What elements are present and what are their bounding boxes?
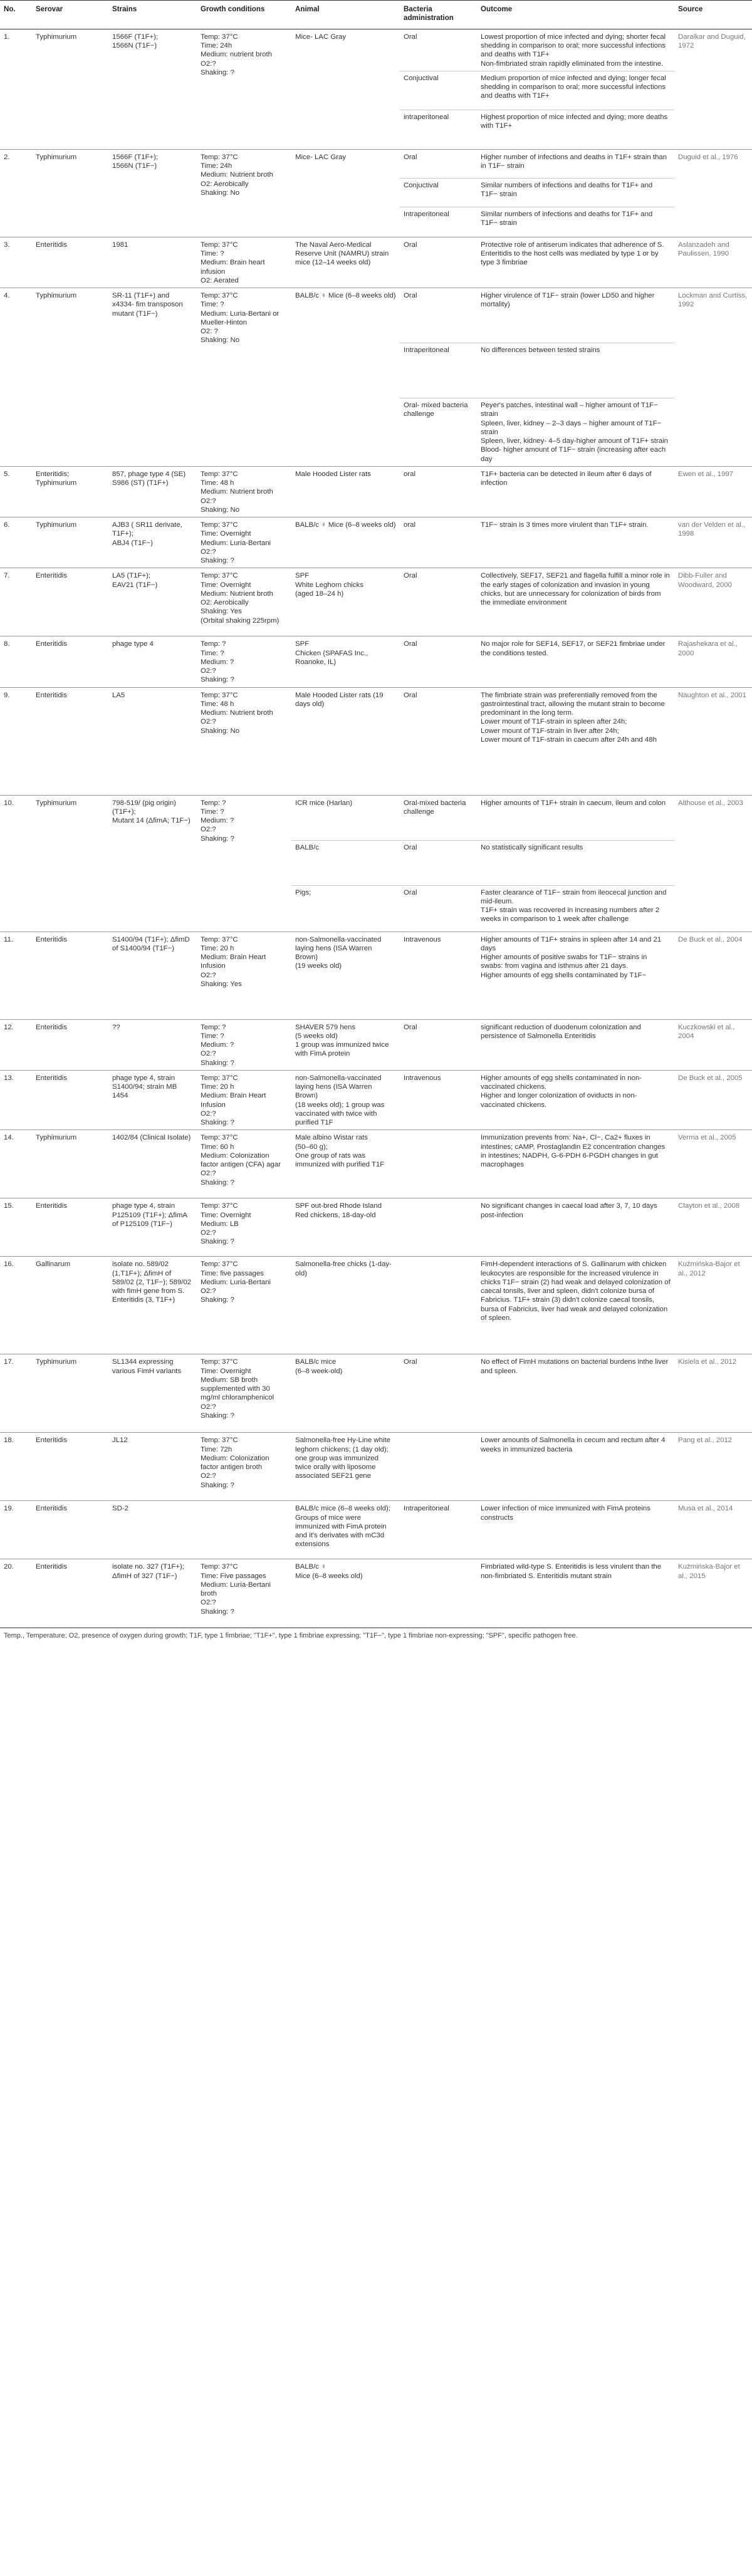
strains-cell: 1566F (T1F+); 1566N (T1F−)	[108, 29, 197, 149]
administration-cell: Oral	[400, 840, 477, 885]
outcome-cell: Higher amounts of egg shells contaminated in non-vaccinated chickens. Higher and longer colonization of oviducts in non-vaccinated chickens.	[477, 1070, 674, 1130]
serovar-cell: Enteritidis	[32, 568, 108, 636]
strains-cell: phage type 4	[108, 636, 197, 687]
animal-cell: BALB/c ♀ Mice (6–8 weeks old)	[291, 1559, 400, 1628]
animal-cell: non-Salmonella-vaccinated laying hens (ISA Warren Brown) (19 weeks old)	[291, 932, 400, 1019]
serovar-cell: Typhimurium	[32, 795, 108, 932]
row-number: 6.	[0, 517, 32, 568]
animal-cell: Pigs;	[291, 885, 400, 932]
growth-conditions-cell: Temp: ? Time: ? Medium: ? O2:? Shaking: ?	[197, 636, 291, 687]
row-number: 11.	[0, 932, 32, 1019]
outcome-cell: Collectively, SEF17, SEF21 and flagella fulfill a minor role in the early stages of colonization and invasion in young chicks, but are unnecessary for colonization of birds from the immediate environment	[477, 568, 674, 636]
outcome-cell: No effect of FimH mutations on bacterial burdens inthe liver and spleen.	[477, 1354, 674, 1433]
table-row	[0, 1501, 752, 1559]
row-number: 7.	[0, 568, 32, 636]
source-cell: Naughton et al., 2001	[674, 687, 752, 795]
row-number: 8.	[0, 636, 32, 687]
serovar-cell: Enteritidis	[32, 1559, 108, 1628]
outcome-cell: T1F+ bacteria can be detected in ileum after 6 days of infection	[477, 466, 674, 517]
serovar-cell: Enteritidis	[32, 1198, 108, 1257]
header-source: Source	[674, 1, 752, 29]
administration-cell: Oral-mixed bacteria challenge	[400, 795, 477, 840]
outcome-cell: Similar numbers of infections and deaths for T1F+ and T1F− strain	[477, 207, 674, 237]
growth-conditions-cell: Temp: 37°C Time: 48 h Medium: Nutrient broth O2:? Shaking: No	[197, 466, 291, 517]
administration-cell	[400, 1257, 477, 1354]
administration-cell: Oral	[400, 29, 477, 71]
serovar-cell: Typhimurium	[32, 29, 108, 149]
administration-cell: Intraperitoneal	[400, 207, 477, 237]
strains-cell: SR-11 (T1F+) and x4334- fim transposon mutant (T1F−)	[108, 288, 197, 467]
row-number: 9.	[0, 687, 32, 795]
header-strains: Strains	[108, 1, 197, 29]
row-number: 10.	[0, 795, 32, 932]
table-row	[0, 1354, 752, 1433]
serovar-cell: Typhimurium	[32, 1130, 108, 1198]
source-cell: Ewen et al., 1997	[674, 466, 752, 517]
source-cell: Duguid et al., 1976	[674, 149, 752, 237]
growth-conditions-cell: Temp: 37°C Time: 24h Medium: Nutrient broth O2: Aerobically Shaking: No	[197, 149, 291, 237]
serovar-cell: Enteritidis	[32, 1019, 108, 1070]
source-cell: De Buck et al., 2005	[674, 1070, 752, 1130]
row-number: 3.	[0, 237, 32, 288]
strains-cell: 1981	[108, 237, 197, 288]
outcome-cell: Higher virulence of T1F− strain (lower LD50 and higher mortality)	[477, 288, 674, 343]
source-cell: Kuczkowski et al., 2004	[674, 1019, 752, 1070]
table-row	[0, 568, 752, 636]
growth-conditions-cell: Temp: 37°C Time: Overnight Medium: LB O2:? Shaking: ?	[197, 1198, 291, 1257]
animal-cell: BALB/c	[291, 840, 400, 885]
administration-cell: Oral	[400, 288, 477, 343]
source-cell: Kuźmińska-Bajor et al., 2015	[674, 1559, 752, 1628]
source-cell: Musa et al., 2014	[674, 1501, 752, 1559]
growth-conditions-cell: Temp: 37°C Time: ? Medium: Brain heart infusion O2: Aerated	[197, 237, 291, 288]
outcome-cell: Immunization prevents from: Na+, Cl−, Ca2+ fluxes in intestines; cAMP, Prostaglandin E2 concentration changes in intestines; NADPH, G-6-PDH 6-PGDH changes in gut macrophages	[477, 1130, 674, 1198]
animal-cell: non-Salmonella-vaccinated laying hens (ISA Warren Brown) (18 weeks old); 1 group was vaccinated with twice with purified T1F	[291, 1070, 400, 1130]
growth-conditions-cell: Temp: 37°C Time: five passages Medium: Luria-Bertani O2:? Shaking: ?	[197, 1257, 291, 1354]
serovar-cell: Typhimurium	[32, 288, 108, 467]
table-body	[0, 29, 752, 1628]
table-row	[0, 1433, 752, 1501]
growth-conditions-cell: Temp: 37°C Time: 72h Medium: Colonization factor antigen broth O2:? Shaking: ?	[197, 1433, 291, 1501]
serovar-cell: Enteritidis	[32, 636, 108, 687]
strains-cell: phage type 4, strain P125109 (T1F+); ΔfimA of P125109 (T1F−)	[108, 1198, 197, 1257]
outcome-cell: Highest proportion of mice infected and dying; more deaths with T1F+	[477, 110, 674, 149]
table-row	[0, 237, 752, 288]
administration-cell: Oral	[400, 149, 477, 178]
row-number: 18.	[0, 1433, 32, 1501]
animal-cell: Male albino Wistar rats (50–60 g); One group of rats was immunized with purified T1F	[291, 1130, 400, 1198]
source-cell: Aslanzadeh and Paulissen, 1990	[674, 237, 752, 288]
animal-cell: BALB/c ♀ Mice (6–8 weeks old)	[291, 288, 400, 467]
header-growth-conditions: Growth conditions	[197, 1, 291, 29]
row-number: 1.	[0, 29, 32, 149]
table-row	[0, 1198, 752, 1257]
outcome-cell: T1F− strain is 3 times more virulent than T1F+ strain.	[477, 517, 674, 568]
animal-cell: Mice- LAC Gray	[291, 149, 400, 237]
growth-conditions-cell: Temp: 37°C Time: ? Medium: Luria-Bertani or Mueller-Hinton O2: ? Shaking: No	[197, 288, 291, 467]
animal-cell: Salmonella-free Hy-Line white leghorn chickens; (1 day old); one group was immunized twice orally with liposome associated SEF21 gene	[291, 1433, 400, 1501]
row-number: 5.	[0, 466, 32, 517]
growth-conditions-cell: Temp: 37°C Time: 20 h Medium: Brain Heart Infusion O2:? Shaking: Yes	[197, 932, 291, 1019]
source-cell: Rajashekara et al., 2000	[674, 636, 752, 687]
row-number: 15.	[0, 1198, 32, 1257]
administration-cell: oral	[400, 517, 477, 568]
strains-cell: isolate no. 589/02 (1,T1F+); ΔfimH of 589/02 (2, T1F−); 589/02 with fimH gene from S. Enteritidis (3, T1F+)	[108, 1257, 197, 1354]
administration-cell: Intravenous	[400, 1070, 477, 1130]
animal-cell: SPF out-bred Rhode Island Red chickens, 18-day-old	[291, 1198, 400, 1257]
strains-cell: 1402/84 (Clinical Isolate)	[108, 1130, 197, 1198]
strains-cell: LA5	[108, 687, 197, 795]
table-row	[0, 517, 752, 568]
strains-cell: SL1344 expressing various FimH variants	[108, 1354, 197, 1433]
outcome-cell: Fimbriated wild-type S. Enteritidis is less virulent than the non-fimbriated S. Enteritidis mutant strain	[477, 1559, 674, 1628]
administration-cell: Intraperitoneal	[400, 343, 477, 398]
outcome-cell: The fimbriate strain was preferentially removed from the gastrointestinal tract, allowing the mutant strain to become predominant in the long term. Lower mount of T1F-strain in spleen after 24h; Lower mount of T1F-strain in liver after 24h; Lower mount of T1F-strain in caecum after 24h and 48h	[477, 687, 674, 795]
growth-conditions-cell: Temp: 37°C Time: 20 h Medium: Brain Heart Infusion O2:? Shaking: ?	[197, 1070, 291, 1130]
serovar-cell: Enteritidis	[32, 932, 108, 1019]
animal-cell: BALB/c mice (6–8 week-old)	[291, 1354, 400, 1433]
growth-conditions-cell: Temp: 37°C Time: 24h Medium: nutrient broth O2:? Shaking: ?	[197, 29, 291, 149]
animal-cell: The Naval Aero-Medical Reserve Unit (NAMRU) strain mice (12–14 weeks old)	[291, 237, 400, 288]
table-row	[0, 795, 752, 840]
growth-conditions-cell: Temp: 37°C Time: 48 h Medium: Nutrient broth O2:? Shaking: No	[197, 687, 291, 795]
header-bacteria-administration: Bacteria administration	[400, 1, 477, 29]
table-row	[0, 288, 752, 343]
animal-cell: Salmonella-free chicks (1-day-old)	[291, 1257, 400, 1354]
row-number: 13.	[0, 1070, 32, 1130]
outcome-cell: significant reduction of duodenum colonization and persistence of Salmonella Enteritidis	[477, 1019, 674, 1070]
administration-cell: Oral	[400, 237, 477, 288]
administration-cell	[400, 1130, 477, 1198]
table-row	[0, 1130, 752, 1198]
administration-cell: Oral	[400, 1019, 477, 1070]
administration-cell: Conjuctival	[400, 71, 477, 110]
growth-conditions-cell: Temp: 37°C Time: 60 h Medium: Colonization factor antigen (CFA) agar O2:? Shaking: ?	[197, 1130, 291, 1198]
table-footnote: Temp., Temperature; O2, presence of oxygen during growth; T1F, type 1 fimbriae; "T1F+", type 1 fimbriae expressing; "T1F−", type 1 fimbriae non-expressing; "SPF", specific pathogen free.	[0, 1628, 752, 1643]
table-row	[0, 29, 752, 71]
administration-cell: Oral	[400, 636, 477, 687]
source-cell: van der Velden et al., 1998	[674, 517, 752, 568]
header-outcome: Outcome	[477, 1, 674, 29]
animal-cell: ICR mice (Harlan)	[291, 795, 400, 840]
header-serovar: Serovar	[32, 1, 108, 29]
source-cell: Althouse et al., 2003	[674, 795, 752, 932]
administration-cell: Oral- mixed bacteria challenge	[400, 398, 477, 467]
serovar-cell: Enteritidis	[32, 1070, 108, 1130]
header-no: No.	[0, 1, 32, 29]
row-number: 2.	[0, 149, 32, 237]
source-cell: Clayton et al., 2008	[674, 1198, 752, 1257]
table-row	[0, 1559, 752, 1628]
growth-conditions-cell: Temp: ? Time: ? Medium: ? O2:? Shaking: ?	[197, 1019, 291, 1070]
administration-cell: Intravenous	[400, 932, 477, 1019]
source-cell: Daralkar and Duguid, 1972	[674, 29, 752, 149]
serovar-cell: Typhimurium	[32, 149, 108, 237]
administration-cell	[400, 1559, 477, 1628]
administration-cell	[400, 1198, 477, 1257]
row-number: 17.	[0, 1354, 32, 1433]
outcome-cell: Higher amounts of T1F+ strain in caecum, ileum and colon	[477, 795, 674, 840]
row-number: 20.	[0, 1559, 32, 1628]
header-animal: Animal	[291, 1, 400, 29]
serovar-cell: Enteritidis	[32, 1501, 108, 1559]
outcome-cell: FimH-dependent interactions of S. Gallinarum with chicken leukocytes are responsible for the increased virulence in chicks T1F− strain (2) had weak and delayed colonization of caecal tonsils, liver and spleen, didn't colonize bursa of Fabricius. T1F+ strain (3) didn't colonize caecal tonsils, bursa of Fabricius, liver had weak and delayed colonization of spleen.	[477, 1257, 674, 1354]
outcome-cell: No statistically significant results	[477, 840, 674, 885]
outcome-cell: Lower infection of mice immunized with FimA proteins constructs	[477, 1501, 674, 1559]
strains-cell: SD-2	[108, 1501, 197, 1559]
table-row	[0, 1019, 752, 1070]
source-cell: Kisiela et al., 2012	[674, 1354, 752, 1433]
administration-cell: intraperitoneal	[400, 110, 477, 149]
growth-conditions-cell: Temp: 37°C Time: Overnight Medium: SB broth supplemented with 30 mg/ml chloramphenicol O2:? Shaking: ?	[197, 1354, 291, 1433]
source-cell: Pang et al., 2012	[674, 1433, 752, 1501]
animal-cell: BALB/c mice (6–8 weeks old); Groups of mice were immunized with FimA protein and it's derivates with mC3d extensions	[291, 1501, 400, 1559]
source-cell: Verma et al., 2005	[674, 1130, 752, 1198]
table-row	[0, 932, 752, 1019]
outcome-cell: Similar numbers of infections and deaths for T1F+ and T1F− strain	[477, 178, 674, 207]
outcome-cell: Lower amounts of Salmonella in cecum and rectum after 4 weeks in immunized bacteria	[477, 1433, 674, 1501]
administration-cell	[400, 1433, 477, 1501]
outcome-cell: Faster clearance of T1F− strain from ileocecal junction and mid-ileum. T1F+ strain was recovered in increasing numbers after 2 weeks in comparison to 1 week after challenge	[477, 885, 674, 932]
animal-cell: Male Hooded Lister rats	[291, 466, 400, 517]
outcome-cell: Lowest proportion of mice infected and dying; shorter fecal shedding in comparison to oral; more successful infections and deaths with T1F+ Non-fimbriated strain rapidly eliminated from the intestine.	[477, 29, 674, 71]
administration-cell: Oral	[400, 687, 477, 795]
animal-cell: Mice- LAC Gray	[291, 29, 400, 149]
strains-cell: JL12	[108, 1433, 197, 1501]
serovar-cell: Enteritidis; Typhimurium	[32, 466, 108, 517]
animal-cell: SHAVER 579 hens (5 weeks old) 1 group was immunized twice with FimA protein	[291, 1019, 400, 1070]
row-number: 16.	[0, 1257, 32, 1354]
strains-cell: AJB3 ( SR11 derivate, T1F+); ABJ4 (T1F−)	[108, 517, 197, 568]
administration-cell: Oral	[400, 568, 477, 636]
outcome-cell: Medium proportion of mice infected and dying; longer fecal shedding in comparison to oral; more successful infections and deaths with T1F+	[477, 71, 674, 110]
outcome-cell: Protective role of antiserum indicates that adherence of S. Enteritidis to the host cells was mediated by type 1 or by type 3 fimbriae	[477, 237, 674, 288]
growth-conditions-cell: Temp: 37°C Time: Overnight Medium: Luria-Bertani O2:? Shaking: ?	[197, 517, 291, 568]
source-cell: Dibb-Fuller and Woodward, 2000	[674, 568, 752, 636]
strains-cell: isolate no. 327 (T1F+); ΔfimH of 327 (T1F−)	[108, 1559, 197, 1628]
outcome-cell: No significant changes in caecal load after 3, 7, 10 days post-infection	[477, 1198, 674, 1257]
strains-cell: phage type 4, strain S1400/94; strain MB 1454	[108, 1070, 197, 1130]
outcome-cell: Higher amounts of T1F+ strains in spleen after 14 and 21 days Higher amounts of positive swabs for T1F− strains in swabs: from vagina and isthmus after 21 days. Higher amounts of egg shells contaminated by T1F−	[477, 932, 674, 1019]
growth-conditions-cell: Temp: ? Time: ? Medium: ? O2:? Shaking: ?	[197, 795, 291, 932]
animal-cell: Male Hooded Lister rats (19 days old)	[291, 687, 400, 795]
outcome-cell: No differences between tested strains	[477, 343, 674, 398]
header-row	[0, 1, 752, 29]
strains-cell: LA5 (T1F+); EAV21 (T1F−)	[108, 568, 197, 636]
row-number: 4.	[0, 288, 32, 467]
row-number: 14.	[0, 1130, 32, 1198]
animal-cell: SPF Chicken (SPAFAS Inc., Roanoke, IL)	[291, 636, 400, 687]
serovar-cell: Typhimurium	[32, 517, 108, 568]
growth-conditions-cell: Temp: 37°C Time: Five passages Medium: Luria-Bertani broth O2:? Shaking: ?	[197, 1559, 291, 1628]
table-row	[0, 636, 752, 687]
serovar-cell: Enteritidis	[32, 1433, 108, 1501]
strains-cell: ??	[108, 1019, 197, 1070]
strains-cell: 1566F (T1F+); 1566N (T1F−)	[108, 149, 197, 237]
serovar-cell: Enteritidis	[32, 237, 108, 288]
growth-conditions-cell	[197, 1501, 291, 1559]
table-row	[0, 1257, 752, 1354]
source-cell: De Buck et al., 2004	[674, 932, 752, 1019]
administration-cell: Intraperitoneal	[400, 1501, 477, 1559]
serovar-cell: Gallinarum	[32, 1257, 108, 1354]
animal-cell: BALB/c ♀ Mice (6–8 weeks old)	[291, 517, 400, 568]
administration-cell: Oral	[400, 1354, 477, 1433]
administration-cell: oral	[400, 466, 477, 517]
administration-cell: Oral	[400, 885, 477, 932]
source-cell: Lockman and Curtiss, 1992	[674, 288, 752, 467]
serovar-cell: Typhimurium	[32, 1354, 108, 1433]
table-row	[0, 149, 752, 178]
row-number: 19.	[0, 1501, 32, 1559]
outcome-cell: No major role for SEF14, SEF17, or SEF21 fimbriae under the conditions tested.	[477, 636, 674, 687]
outcome-cell: Higher number of infections and deaths in T1F+ strain than in T1F− strain	[477, 149, 674, 178]
administration-cell: Conjuctival	[400, 178, 477, 207]
table-row	[0, 466, 752, 517]
animal-cell: SPF White Leghorn chicks (aged 18–24 h)	[291, 568, 400, 636]
growth-conditions-cell: Temp: 37°C Time: Overnight Medium: Nutrient broth O2: Aerobically Shaking: Yes (Orbital shaking 225rpm)	[197, 568, 291, 636]
serovar-cell: Enteritidis	[32, 687, 108, 795]
strains-cell: 798-519/ (pig origin) (T1F+); Mutant 14 (ΔfimA; T1F−)	[108, 795, 197, 932]
table-row	[0, 687, 752, 795]
outcome-cell: Peyer's patches, intestinal wall – higher amount of T1F− strain Spleen, liver, kidney – 2–3 days – higher amount of T1F− strain Spleen, liver, kidney- 4–5 day-higher amount of T1F+ strain Blood- higher amount of T1F− strain (increasing after each day	[477, 398, 674, 467]
source-cell: Kuźmińska-Bajor et al., 2012	[674, 1257, 752, 1354]
strains-cell: 857, phage type 4 (SE) S986 (ST) (T1F+)	[108, 466, 197, 517]
strains-cell: S1400/94 (T1F+); ΔfimD of S1400/94 (T1F−)	[108, 932, 197, 1019]
table-row	[0, 1070, 752, 1130]
row-number: 12.	[0, 1019, 32, 1070]
